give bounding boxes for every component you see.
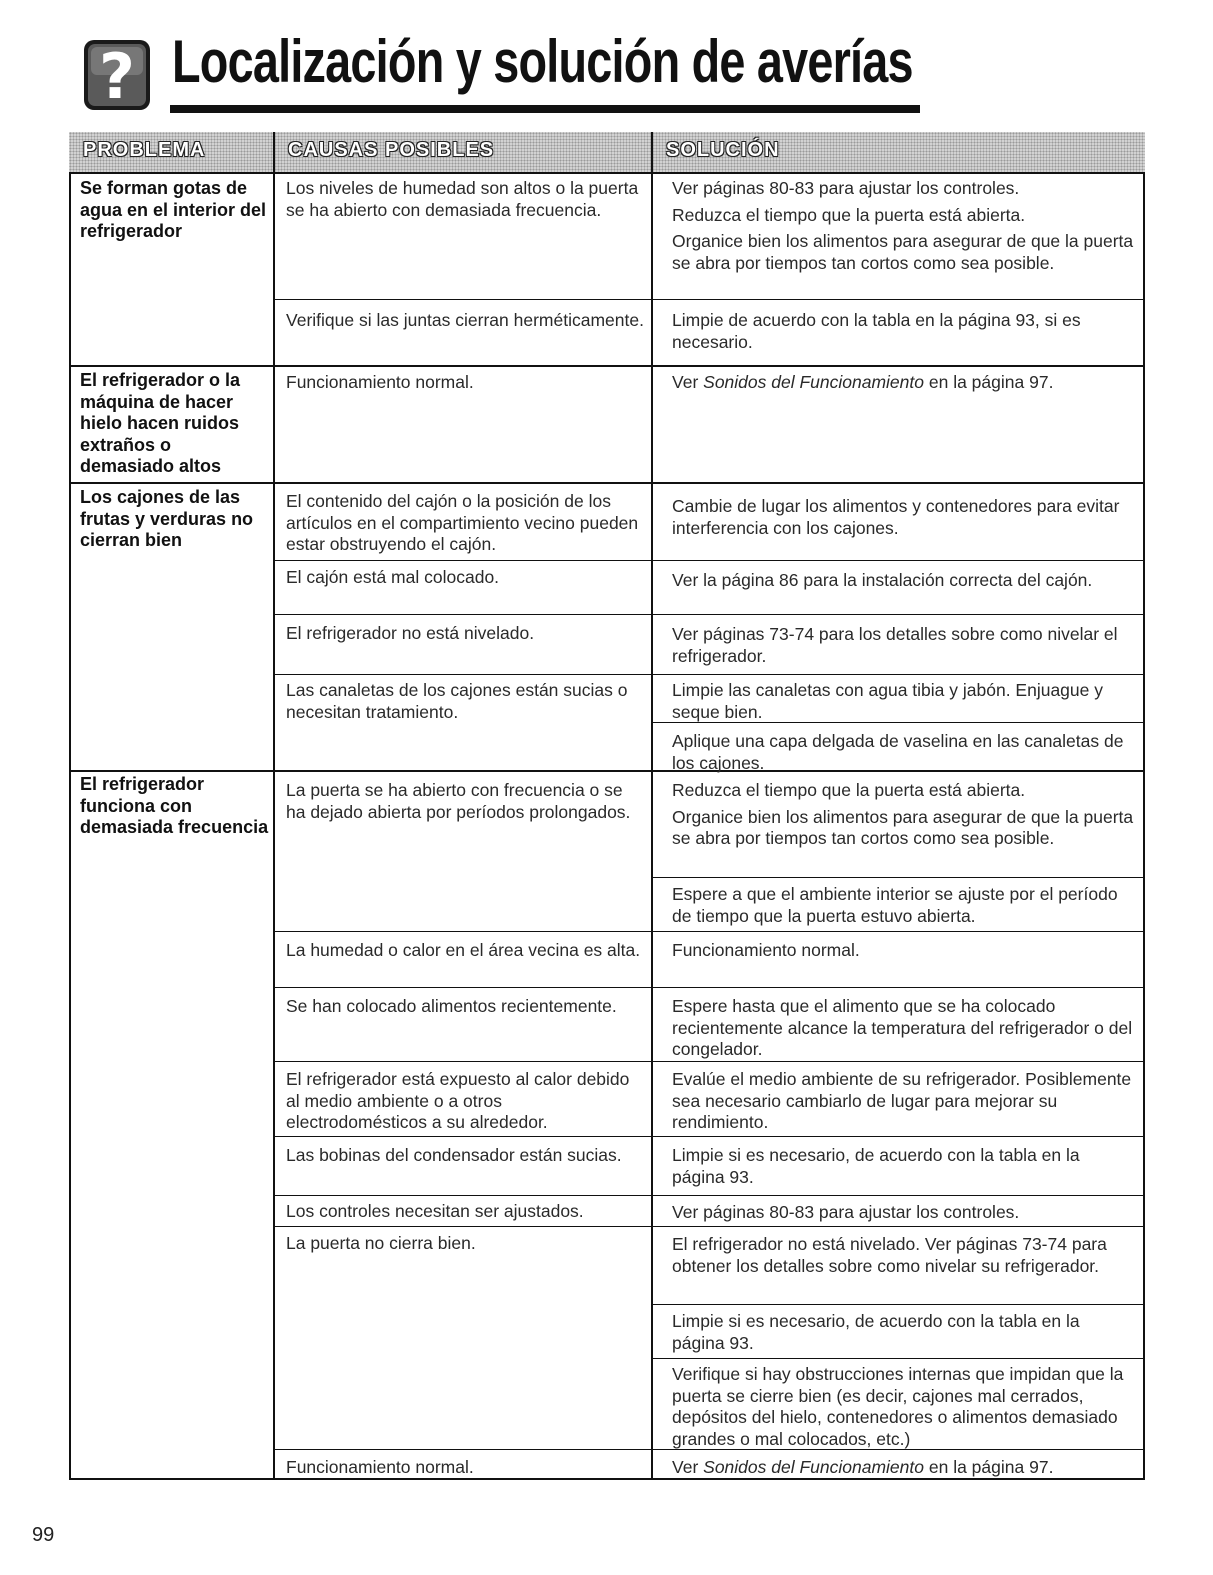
cause-text: Los niveles de humedad son altos o la puerta se ha abierto con demasiada frecuencia.	[286, 178, 639, 220]
cause-text: La puerta no cierra bien.	[286, 1233, 476, 1253]
problem-runs-often: El refrigerador funciona con demasiada frecuencia	[80, 774, 269, 837]
cause-text: La humedad o calor en el área vecina es alta.	[286, 940, 641, 960]
row-divider	[69, 365, 1145, 367]
row-divider	[274, 614, 1145, 615]
row-divider	[652, 1358, 1145, 1359]
header-causes: CAUSAS POSIBLES	[274, 132, 652, 174]
row-divider	[652, 877, 1145, 878]
row-divider	[274, 931, 1145, 932]
row-divider	[274, 560, 1145, 561]
svg-text:?: ?	[99, 40, 135, 112]
problem-noises: El refrigerador o la máquina de hacer hielo hacen ruidos extraños o demasiado altos	[80, 370, 241, 476]
solution-text: Ver páginas 80-83 para ajustar los controles.	[672, 1202, 1020, 1222]
solution-text: Reduzca el tiempo que la puerta está abierta.	[672, 204, 1026, 225]
row-divider	[274, 1195, 1145, 1196]
header-problem: PROBLEMA	[69, 132, 274, 174]
solution-cell	[672, 178, 1137, 279]
row-divider	[652, 1304, 1145, 1305]
question-mark-icon	[82, 38, 152, 112]
row-divider	[274, 1136, 1145, 1137]
solution-text: Espere a que el ambiente interior se ajuste por el período de tiempo que la puerta estuvo abierta.	[672, 884, 1118, 926]
cause-text: La puerta se ha abierto con frecuencia o se ha dejado abierta por períodos prolongados.	[286, 780, 631, 822]
solution-text: Ver páginas 73-74 para los detalles sobre como nivelar el refrigerador.	[672, 624, 1118, 666]
solution-text: Ver páginas 80-83 para ajustar los controles.	[672, 178, 1020, 198]
header-solution: SOLUCIÓN	[652, 132, 1145, 174]
row-divider	[274, 674, 1145, 675]
solution-text: Ver la página 86 para la instalación correcta del cajón.	[672, 570, 1093, 590]
solution-cell	[672, 780, 1137, 855]
solution-text: Aplique una capa delgada de vaselina en las canaletas de los cajones.	[672, 731, 1124, 773]
row-divider	[274, 987, 1145, 988]
solution-text: Organice bien los alimentos para asegurar de que la puerta se abra por tiempos tan cortos como sea posible.	[672, 806, 1134, 848]
row-divider	[274, 1226, 1145, 1227]
solution-text: Limpie si es necesario, de acuerdo con la tabla en la página 93.	[672, 1145, 1080, 1187]
cause-text: Funcionamiento normal.	[286, 1457, 474, 1477]
cause-text: Verifique si las juntas cierran herméticamente.	[286, 310, 644, 330]
solution-text: Ver Sonidos del Funcionamiento en la página 97.	[672, 372, 1054, 392]
solution-text: Limpie de acuerdo con la tabla en la página 93, si es necesario.	[672, 310, 1081, 352]
solution-text: Verifique si hay obstrucciones internas que impidan que la puerta se cierre bien (es decir, cajones mal cerrados, depósitos del hielo, contenedores o alimentos demasiado grandes o mal colocados, etc.)	[672, 1364, 1124, 1449]
cause-text: Las bobinas del condensador están sucias.	[286, 1145, 622, 1165]
solution-text: Limpie si es necesario, de acuerdo con la tabla en la página 93.	[672, 1311, 1080, 1353]
cause-text: El refrigerador no está nivelado.	[286, 623, 535, 643]
solution-text: Ver Sonidos del Funcionamiento en la página 97.	[672, 1457, 1054, 1477]
problem-water-drops: Se forman gotas de agua en el interior del refrigerador	[80, 178, 267, 241]
solution-text: El refrigerador no está nivelado. Ver páginas 73-74 para obtener los detalles sobre como nivelar su refrigerador.	[672, 1234, 1107, 1276]
column-divider	[273, 132, 275, 1480]
page-title: Localización y solución de averías	[172, 28, 913, 95]
cause-text: El cajón está mal colocado.	[286, 567, 500, 587]
title-underline	[170, 105, 920, 113]
cause-text: Se han colocado alimentos recientemente.	[286, 996, 617, 1016]
solution-text: Funcionamiento normal.	[672, 940, 860, 960]
cause-text: Funcionamiento normal.	[286, 372, 474, 392]
row-divider	[274, 299, 1145, 300]
solution-text: Espere hasta que el alimento que se ha colocado recientemente alcance la temperatura del refrigerador o del congelador.	[672, 996, 1133, 1059]
cause-text: Los controles necesitan ser ajustados.	[286, 1201, 584, 1221]
solution-text: Organice bien los alimentos para asegurar de que la puerta se abra por tiempos tan cortos como sea posible.	[672, 231, 1134, 273]
problem-drawers: Los cajones de las frutas y verduras no cierran bien	[80, 487, 254, 550]
solution-text: Cambie de lugar los alimentos y contenedores para evitar interferencia con los cajones.	[672, 496, 1120, 538]
solution-text: Evalúe el medio ambiente de su refrigerador. Posiblemente sea necesario cambiarlo de lugar para mejorar su rendimiento.	[672, 1069, 1132, 1132]
column-divider	[651, 132, 653, 1480]
row-divider	[69, 482, 1145, 484]
cause-text: El contenido del cajón o la posición de los artículos en el compartimiento vecino pueden estar obstruyendo el cajón.	[286, 491, 639, 554]
page-number: 99	[32, 1524, 55, 1546]
row-divider	[274, 1061, 1145, 1062]
solution-text: Reduzca el tiempo que la puerta está abierta.	[672, 780, 1026, 800]
cause-text: Las canaletas de los cajones están sucias o necesitan tratamiento.	[286, 680, 628, 722]
solution-text: Limpie las canaletas con agua tibia y jabón. Enjuague y seque bien.	[672, 680, 1103, 722]
cause-text: El refrigerador está expuesto al calor debido al medio ambiente o a otros electrodomésticos a su alrededor.	[286, 1069, 630, 1132]
